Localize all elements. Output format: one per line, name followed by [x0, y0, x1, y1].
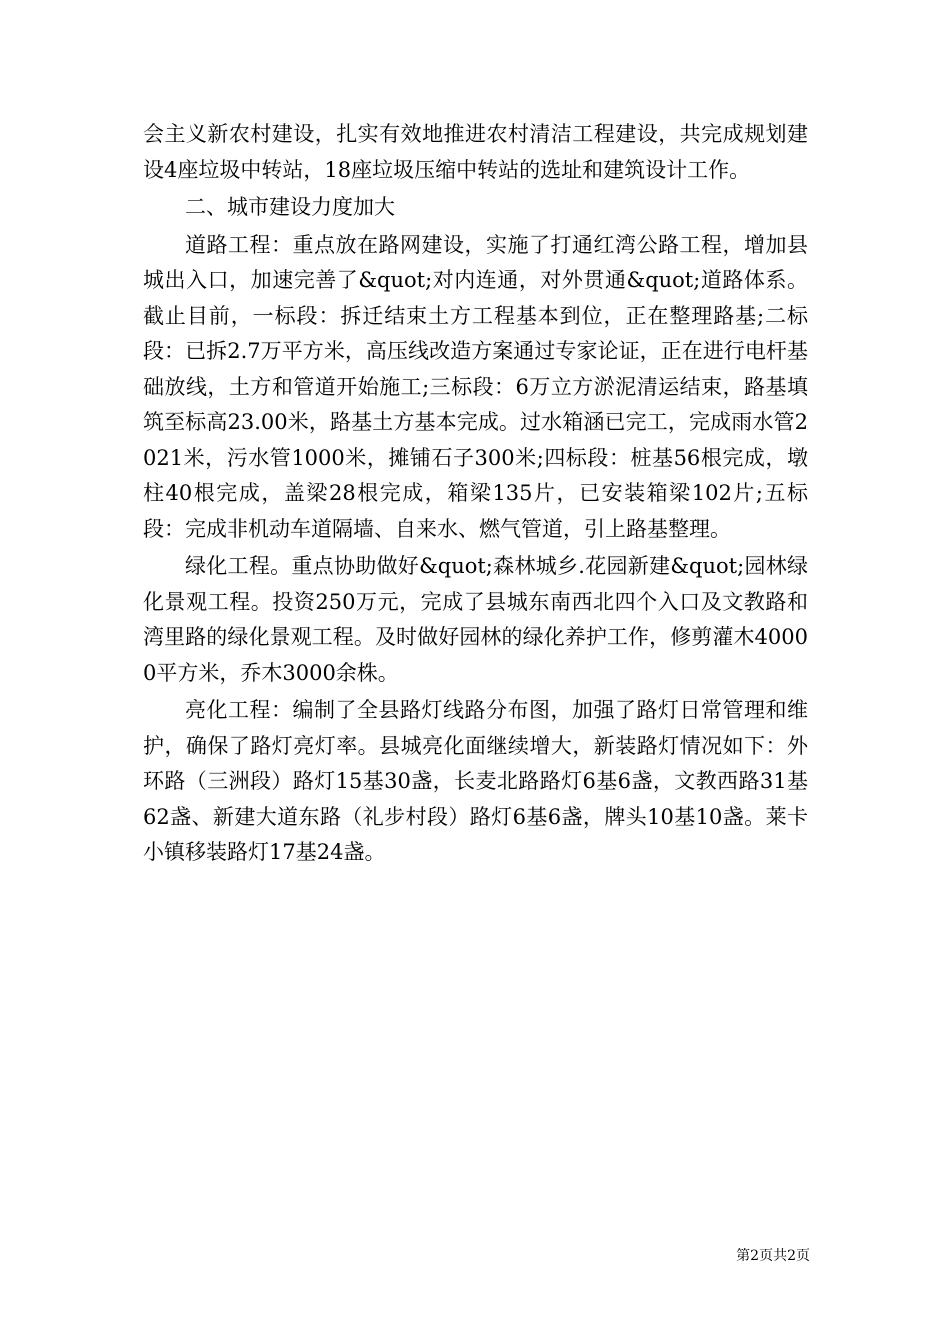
paragraph-lighting-engineering: 亮化工程：编制了全县路灯线路分布图，加强了路灯日常管理和维护，确保了路灯亮灯率。县城亮化面继续增大，新装路灯情况如下：外环路（三洲段）路灯15基30盏，长麦北路路灯6基6盏，文教西路31基62盏、新建大道东路（礼步村段）路灯6基6盏，牌头10基10盏。莱卡小镇移装路灯17基24盏。 — [143, 698, 808, 864]
paragraph-road-engineering: 道路工程：重点放在路网建设，实施了打通红湾公路工程，增加县城出入口，加速完善了&quot;对内连通，对外贯通&quot;道路体系。截止目前，一标段：拆迁结束土方工程基本到位，正在整理路基;二标段：已拆2.7万平方米，高压线改造方案通过专家论证，正在进行电杆基础放线，土方和管道开始施工;三标段：6万立方淤泥清运结束，路基填筑至标高23.00米，路基土方基本完成。过水箱涵已完工，完成雨水管2021米，污水管1000米，摊铺石子300米;四标段：桩基56根完成，墩柱40根完成，盖梁28根完成，箱梁135片，已安装箱梁102片;五标段：完成非机动车道隔墙、自来水、燃气管道，引上路基整理。 — [143, 232, 808, 541]
paragraph-continuation: 会主义新农村建设，扎实有效地推进农村清洁工程建设，共完成规划建设4座垃圾中转站，18座垃圾压缩中转站的选址和建筑设计工作。 — [143, 122, 808, 182]
section-heading: 二、城市建设力度加大 — [185, 195, 395, 219]
page-number: 第2页共2页 — [736, 1248, 810, 1264]
paragraph-greening-engineering: 绿化工程。重点协助做好&quot;森林城乡.花园新建&quot;园林绿化景观工程。投资250万元，完成了县城东南西北四个入口及文教路和湾里路的绿化景观工程。及时做好园林的绿化养护工作，修剪灌木40000平方米，乔木3000余株。 — [143, 554, 808, 685]
document-body — [143, 117, 808, 873]
